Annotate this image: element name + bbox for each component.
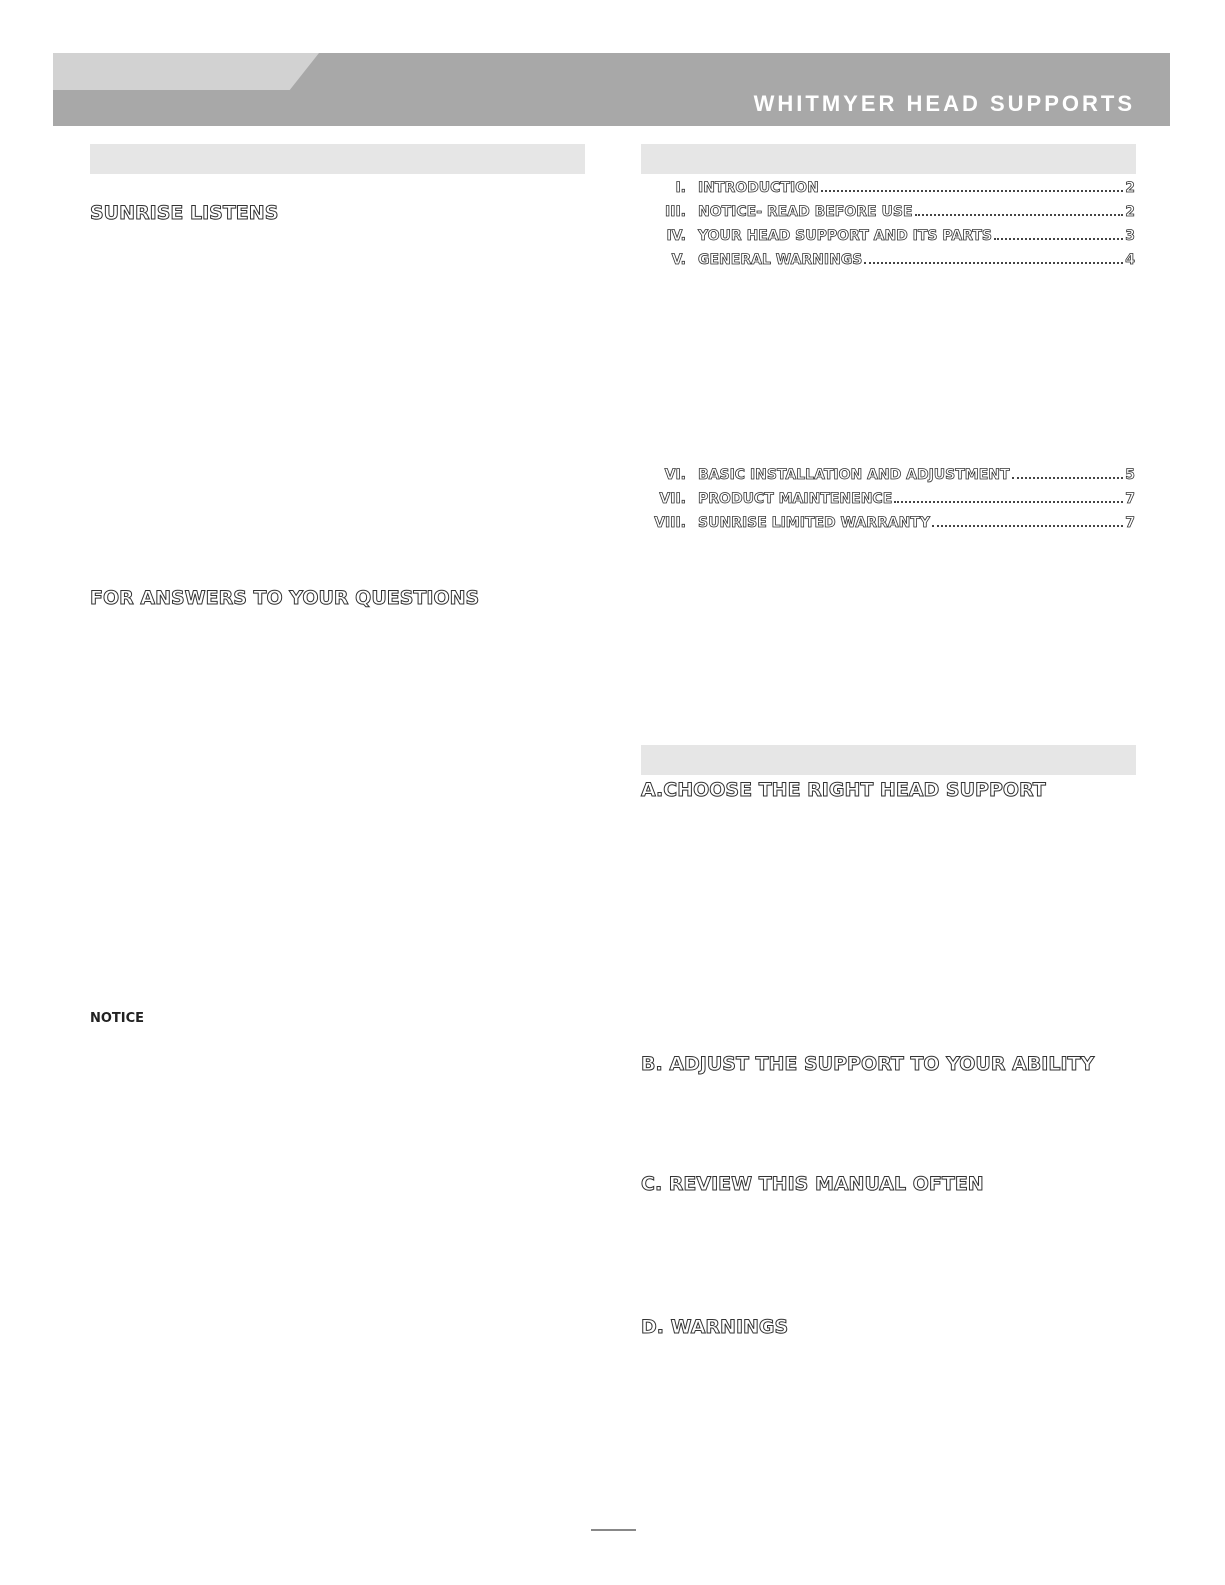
brand-title [754,93,1135,115]
toc-title: BASIC INSTALLATION AND ADJUSTMENT [698,467,1010,483]
header-tab [53,53,319,90]
toc-num: V. [671,252,686,268]
toc-page: 3 [1125,228,1135,244]
adjust-support-heading: B. ADJUST THE SUPPORT TO YOUR ABILITY [641,1053,1095,1075]
toc-item-general-warnings[interactable] [640,252,1135,272]
page-number-rule [591,1529,636,1531]
toc-section-bar [641,144,1136,174]
toc-num: IV. [666,228,686,244]
toc-num: VI. [664,467,686,483]
choose-head-support-heading: A.CHOOSE THE RIGHT HEAD SUPPORT [641,779,1046,801]
notice-label: NOTICE [90,1011,145,1026]
toc-item-head-support-parts[interactable] [640,228,1135,248]
toc-item-maintenance[interactable] [640,491,1135,511]
notice-section-bar [641,745,1136,775]
brand-highlight: M [821,91,844,116]
toc-title: SUNRISE LIMITED WARRANTY [698,515,931,531]
toc-title: NOTICE- READ BEFORE USE [698,204,913,220]
toc-leader [894,501,1123,503]
toc-title: GENERAL WARNINGS [698,252,863,268]
toc-title: YOUR HEAD SUPPORT AND ITS PARTS [698,228,992,244]
toc-title: INTRODUCTION [698,180,819,196]
toc-leader [994,238,1123,240]
sunrise-listens-heading: SUNRISE LISTENS [90,202,279,224]
toc-item-introduction[interactable] [640,180,1135,200]
review-manual-heading: C. REVIEW THIS MANUAL OFTEN [641,1173,984,1195]
toc-num: I. [675,180,686,196]
toc-item-notice[interactable] [640,204,1135,224]
toc-leader [932,525,1123,527]
left-section-bar [90,144,585,174]
toc-item-installation[interactable] [640,467,1135,487]
warnings-heading: D. WARNINGS [641,1316,789,1338]
toc-leader [1012,477,1124,479]
toc-num: III. [665,204,686,220]
toc-title: PRODUCT MAINTENENCE [698,491,893,507]
toc-leader [821,190,1123,192]
toc-page: 4 [1125,252,1135,268]
toc-item-warranty[interactable] [640,515,1135,535]
toc-page: 7 [1125,491,1135,507]
toc-page: 5 [1125,467,1135,483]
brand-suffix: YER HEAD SUPPORTS [843,91,1135,116]
toc-leader [864,262,1123,264]
toc-leader [915,214,1124,216]
toc-num: VII. [659,491,686,507]
toc-page: 2 [1125,180,1135,196]
toc-num: VIII. [654,515,686,531]
answers-heading: FOR ANSWERS TO YOUR QUESTIONS [90,587,480,609]
toc-page: 2 [1125,204,1135,220]
toc-page: 7 [1125,515,1135,531]
brand-prefix: WHIT [753,91,822,116]
